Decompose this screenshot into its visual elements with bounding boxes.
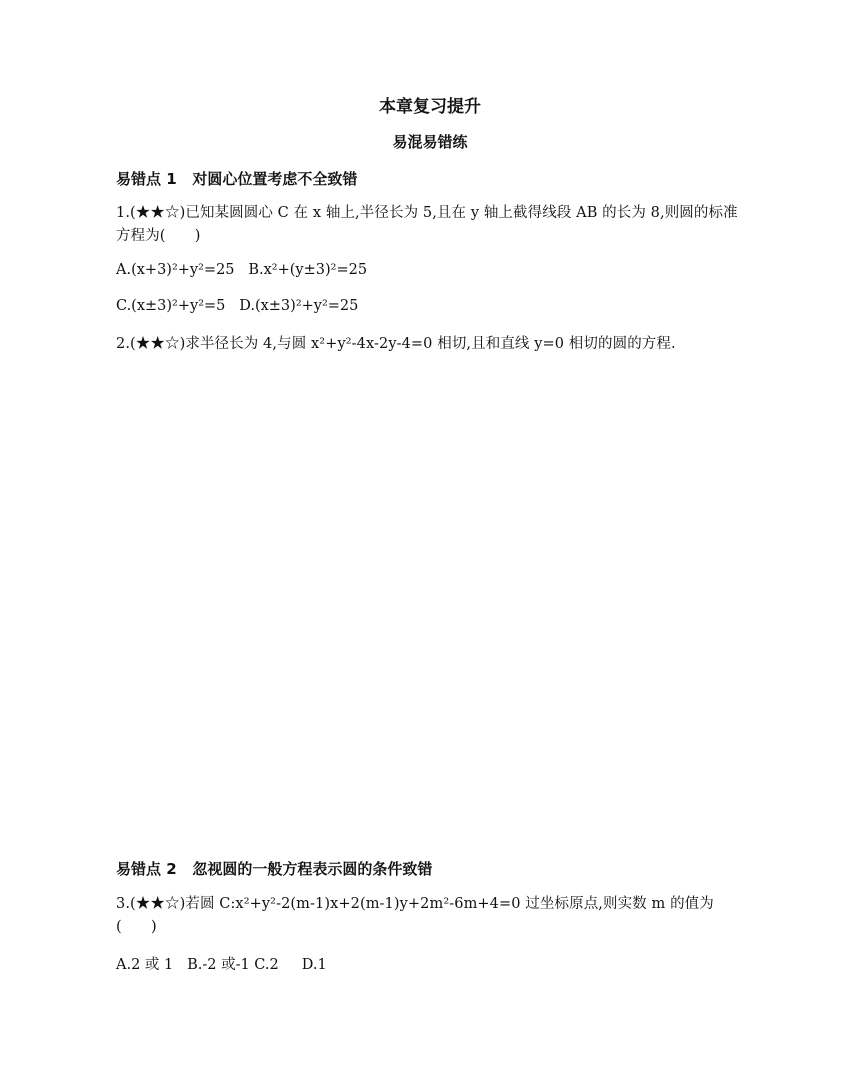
option-c: C.(x±3)²+y²=5 bbox=[116, 298, 226, 314]
question-3-options: A.2 或 1 B.-2 或-1 C.2 D.1 bbox=[116, 957, 327, 973]
question-1-text: 1.(★★☆)已知某圆圆心 C 在 x 轴上,半径长为 5,且在 y 轴上截得线段 AB 的长为 8,则圆的标准方程为( ) bbox=[116, 205, 738, 244]
question-1-options-row-2 bbox=[116, 298, 358, 314]
section-subtitle: 易混易错练 bbox=[392, 133, 468, 151]
question-2-text: 2.(★★☆)求半径长为 4,与圆 x²+y²-4x-2y-4=0 相切,且和直线 y=0 相切的圆的方程. bbox=[116, 336, 676, 352]
option-b: B.x²+(y±3)²=25 bbox=[248, 262, 368, 278]
error-point-1-heading: 易错点 1 对圆心位置考虑不全致错 bbox=[116, 170, 358, 188]
chapter-title: 本章复习提升 bbox=[379, 97, 481, 117]
option-a: A.(x+3)²+y²=25 bbox=[116, 262, 235, 278]
question-3-text: 3.(★★☆)若圆 C:x²+y²-2(m-1)x+2(m-1)y+2m²-6m+4=0 过坐标原点,则实数 m 的值为( ) bbox=[116, 896, 714, 935]
error-point-2-heading: 易错点 2 忽视圆的一般方程表示圆的条件致错 bbox=[116, 860, 433, 878]
option-d: D.(x±3)²+y²=25 bbox=[239, 298, 359, 314]
question-1-options-row-1 bbox=[116, 262, 367, 278]
